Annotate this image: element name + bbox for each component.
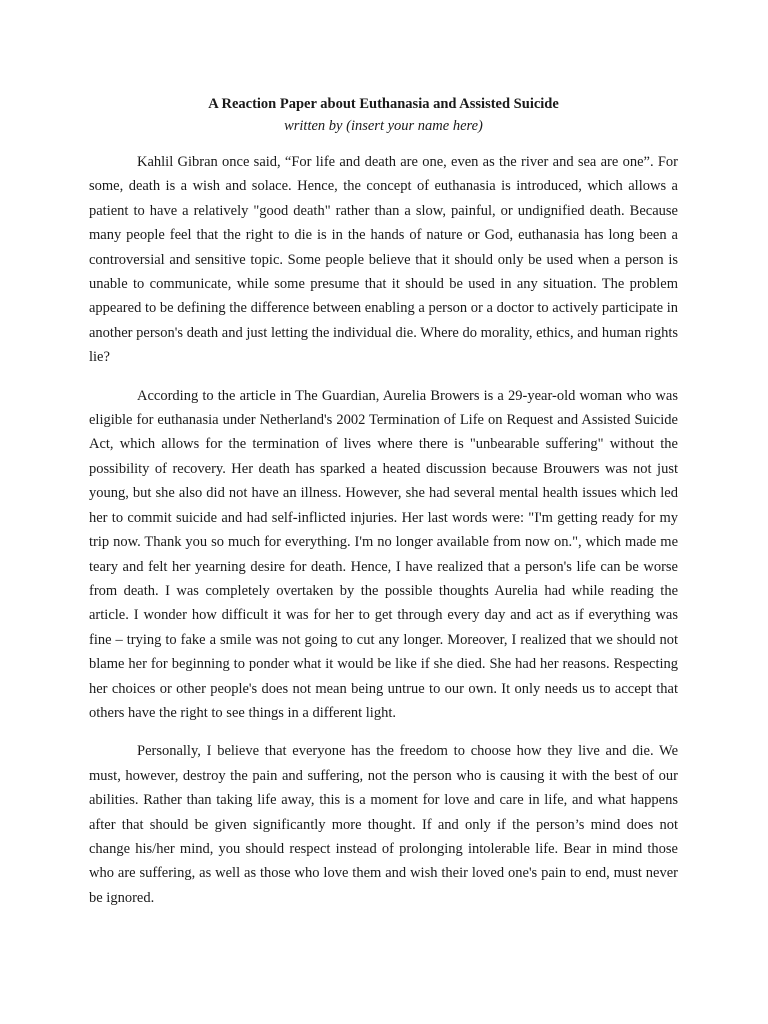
- author-byline: written by (insert your name here): [284, 118, 483, 134]
- paragraph-personal-view: Personally, I believe that everyone has the freedom to choose how they live and die. We must, however, destroy the pain and suffering, not the person who is causing it with the best of our abilities. Rather than taking life away, this is a moment for love and care in life, and what happens after that should be given significantly more thought. If and only if the person’s mind does not change his/her mind, you should respect instead of prolonging intolerable life. Bear in mind those who are suffering, as well as those who love them and wish their loved one's pain to end, must never be ignored.: [89, 743, 678, 906]
- paragraph-article-summary: According to the article in The Guardian, Aurelia Browers is a 29-year-old woman who was eligible for euthanasia under Netherland's 2002 Termination of Life on Request and Assisted Suicide Act, which allows for the termination of lives where there is "unbearable suffering" without the possibility of recovery. Her death has sparked a heated discussion because Brouwers was not just young, but she also did not have an illness. However, she had several mental health issues which led her to commit suicide and had self-inflicted injuries. Her last words were: "I'm getting ready for my trip now. Thank you so much for everything. I'm no longer available from now on.", which made me teary and felt her yearning desire for death. Hence, I have realized that a person's life can be worse from death. I was completely overtaken by the possible thoughts Aurelia had while reading the article. I wonder how difficult it was for her to get through every day and act as if everything was fine – trying to fake a smile was not going to cut any longer. Moreover, I realized that we should not blame her for beginning to ponder what it would be like if she died. She had her reasons. Respecting her choices or other people's does not mean being untrue to our own. It only needs us to accept that others have the right to see things in a different light.: [89, 387, 678, 721]
- document-title: A Reaction Paper about Euthanasia and Assisted Suicide: [208, 96, 559, 112]
- document-page: [89, 94, 678, 924]
- paragraph-intro: Kahlil Gibran once said, “For life and death are one, even as the river and sea are one”. For some, death is a wish and solace. Hence, the concept of euthanasia is introduced, which allows a patient to have a relatively "good death" rather than a slow, painful, or undignified death. Because many people feel that the right to die is in the hands of nature or God, euthanasia has long been a controversial and sensitive topic. Some people believe that it should only be used when a person is unable to communicate, while some presume that it should be used in any situation. The problem appeared to be defining the difference between enabling a person or a doctor to actively participate in another person's death and just letting the individual die. Where do morality, ethics, and human rights lie?: [89, 154, 678, 366]
